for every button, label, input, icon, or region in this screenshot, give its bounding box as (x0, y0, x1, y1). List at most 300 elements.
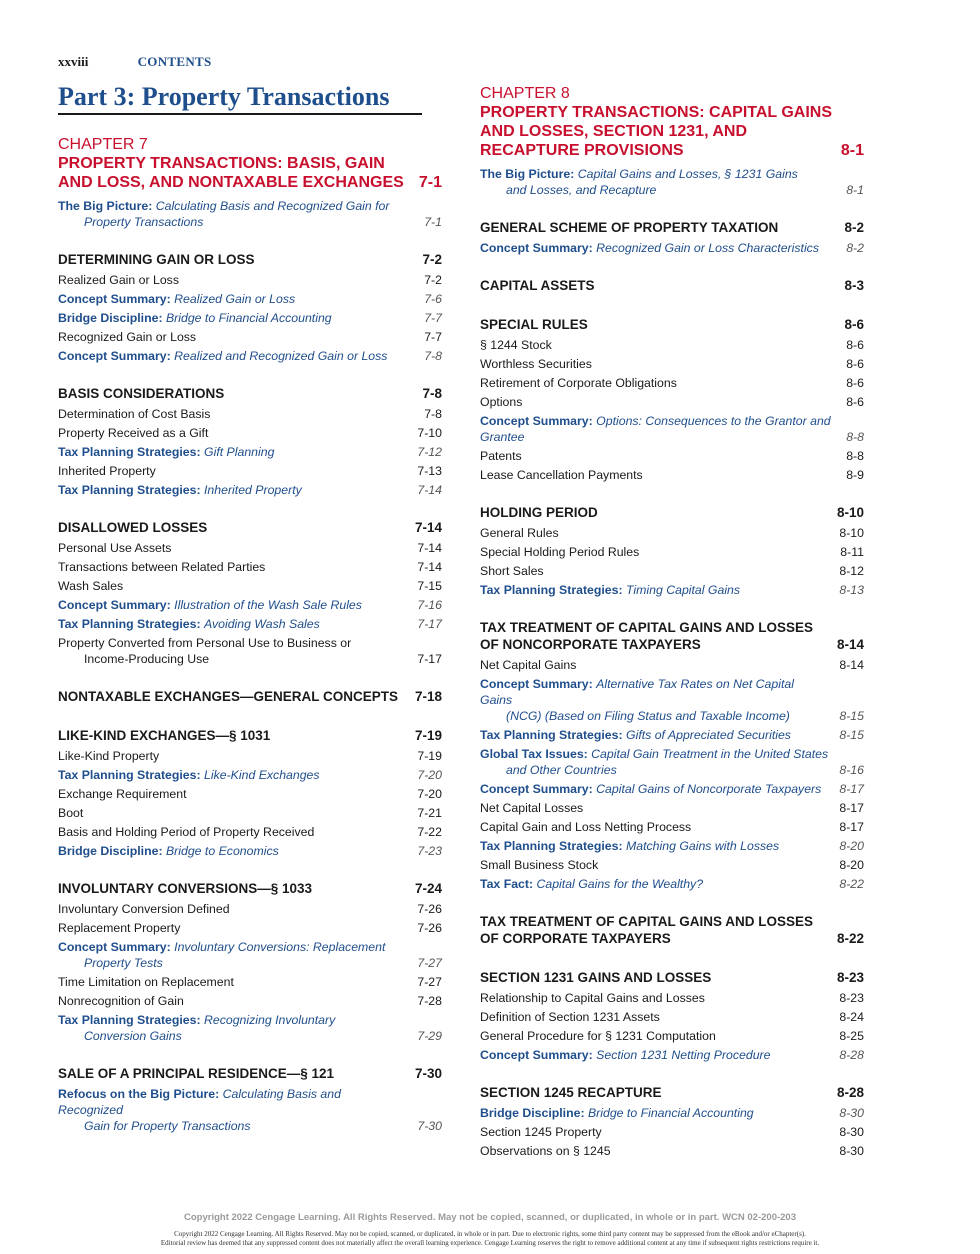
toc-entry (58, 308, 442, 327)
copyright-line: Copyright 2022 Cengage Learning. All Rights Reserved. May not be copied, scanned, or duplicated, in whole or in part. Due to electronic rights, some third party content may be suppressed from the eBook and/or eChapter(s). (174, 1230, 806, 1238)
entry-page: 7-10 (417, 425, 442, 440)
entry-title: Lease Cancellation Payments (480, 467, 643, 482)
section-heading (58, 880, 442, 899)
entry-lead: Tax Planning Strategies: (480, 727, 623, 742)
entry-title: General Rules (480, 525, 559, 540)
entry-text (480, 1009, 829, 1025)
entry-page: 7-23 (417, 843, 442, 858)
toc-entry (58, 614, 442, 633)
entry-page: 8-14 (839, 657, 864, 672)
entry-title: Boot (58, 805, 84, 820)
entry-page: 8-6 (846, 356, 864, 371)
entry-text (58, 540, 407, 556)
entry-lead: The Big Picture: (58, 198, 153, 213)
entry-page: 8-20 (839, 838, 864, 853)
entry-title: Patents (480, 448, 522, 463)
toc-entry (480, 411, 864, 446)
toc-entry (58, 461, 442, 480)
entry-title: Net Capital Losses (480, 800, 584, 815)
toc-entry (58, 784, 442, 803)
entry-title: Illustration of the Wash Sale Rules (174, 597, 362, 612)
entry-page: 8-11 (840, 544, 864, 559)
toc-entry (480, 655, 864, 674)
toc-entry (480, 446, 864, 465)
toc-entry (480, 836, 864, 855)
toc-entry (480, 1141, 864, 1160)
entry-lead: Tax Planning Strategies: (58, 482, 201, 497)
chapter-title: PROPERTY TRANSACTIONS: BASIS, GAIN AND LOSS, AND NONTAXABLE EXCHANGES (58, 155, 404, 191)
chapter-7-column (58, 136, 442, 1135)
toc-entry (58, 423, 442, 442)
entry-page: 7-27 (417, 974, 442, 989)
entry-page: 8-30 (839, 1124, 864, 1139)
entry-title: Like-Kind Exchanges (204, 767, 320, 782)
entry-text (58, 767, 407, 783)
entry-title: Property Converted from Personal Use to Business or (58, 635, 352, 650)
entry-title: Short Sales (480, 563, 544, 578)
toc-entry (58, 196, 442, 231)
entry-title: Section 1231 Netting Procedure (596, 1047, 771, 1062)
entry-page: 7-7 (424, 329, 442, 344)
entry-lead: Concept Summary: (58, 939, 171, 954)
section-page: 7-30 (414, 1066, 442, 1081)
entry-text (58, 406, 414, 422)
entry-text (58, 974, 407, 990)
toc-entry (58, 327, 442, 346)
section-page: 8-6 (844, 317, 864, 332)
toc-entry (480, 1122, 864, 1141)
entry-text (58, 482, 407, 498)
toc-entry (480, 164, 864, 199)
entry-text (480, 375, 836, 391)
entry-lead: Bridge Discipline: (480, 1105, 585, 1120)
entry-continuation: Property Tests (84, 955, 163, 970)
entry-title: Capital Gains and Losses, § 1231 Gains (577, 166, 798, 181)
entry-lead: Tax Planning Strategies: (58, 767, 201, 782)
entry-text (58, 291, 414, 307)
toc-section (480, 316, 864, 484)
section-title: GENERAL SCHEME OF PROPERTY TAXATION (480, 220, 779, 235)
page-number: xxviii (58, 54, 89, 69)
entry-page: 7-21 (417, 805, 442, 820)
toc-entry (58, 972, 442, 991)
entry-continuation: Income-Producing Use (84, 651, 210, 666)
section-heading (58, 519, 442, 538)
entry-page: 8-17 (839, 800, 864, 815)
section-title: SPECIAL RULES (480, 317, 588, 332)
entry-text (58, 559, 407, 575)
entry-page: 8-17 (839, 781, 864, 796)
entry-lead: Tax Planning Strategies: (58, 444, 201, 459)
chapter-8-column (480, 85, 864, 1160)
entry-text (58, 616, 407, 632)
section-page: 8-23 (836, 970, 864, 985)
entry-title: Net Capital Gains (480, 657, 577, 672)
section-page: 8-2 (844, 220, 864, 235)
entry-title: Calculating Basis and Recognized Gain for (155, 198, 390, 213)
section-heading (480, 504, 864, 523)
entry-text (58, 1012, 407, 1044)
toc-entry (480, 779, 864, 798)
entry-title: Options: Consequences to the Grantor and Grantee (480, 413, 831, 444)
entry-page: 8-28 (839, 1047, 864, 1062)
entry-page: 7-27 (417, 955, 442, 970)
entry-text (58, 1086, 407, 1134)
entry-lead: Concept Summary: (480, 1047, 593, 1062)
entry-page: 7-20 (417, 786, 442, 801)
entry-page: 7-14 (417, 540, 442, 555)
entry-page: 8-6 (846, 375, 864, 390)
section-title: SECTION 1231 GAINS AND LOSSES (480, 970, 712, 985)
section-page: 7-24 (414, 881, 442, 896)
toc-entry (58, 480, 442, 499)
section-heading (58, 385, 442, 404)
entry-continuation: and Other Countries (506, 762, 617, 777)
entry-page: 7-14 (417, 559, 442, 574)
section-title: CAPITAL ASSETS (480, 278, 595, 293)
section-title: NONTAXABLE EXCHANGES—GENERAL CONCEPTS (58, 689, 399, 704)
toc-entry (480, 392, 864, 411)
section-title: SECTION 1245 RECAPTURE (480, 1085, 662, 1100)
entry-text (58, 939, 407, 971)
section-title: BASIS CONSIDERATIONS (58, 386, 225, 401)
entry-title: Gift Planning (204, 444, 275, 459)
entry-page: 7-19 (417, 748, 442, 763)
toc-section (480, 277, 864, 296)
toc-entry (58, 822, 442, 841)
toc-entry (58, 270, 442, 289)
entry-page: 7-13 (417, 463, 442, 478)
toc-entry (58, 746, 442, 765)
entry-title: Recognized Gain or Loss Characteristics (596, 240, 819, 255)
toc-entry (480, 561, 864, 580)
toc-entry (58, 538, 442, 557)
section-title: DETERMINING GAIN OR LOSS (58, 252, 255, 267)
entry-lead: Tax Planning Strategies: (58, 616, 201, 631)
toc-entry (58, 899, 442, 918)
entry-page: 8-15 (839, 708, 864, 723)
entry-title: Realized Gain or Loss (58, 272, 179, 287)
entry-title: Bridge to Financial Accounting (587, 1105, 754, 1120)
entry-title: Bridge to Economics (165, 843, 279, 858)
toc-entry (480, 988, 864, 1007)
toc-section (58, 727, 442, 860)
toc-entry (480, 465, 864, 484)
entry-lead: Concept Summary: (480, 413, 593, 428)
entry-page: 7-17 (417, 616, 442, 631)
entry-page: 7-7 (424, 310, 442, 325)
entry-lead: Concept Summary: (58, 597, 171, 612)
entry-page: 7-22 (417, 824, 442, 839)
section-title: SALE OF A PRINCIPAL RESIDENCE—§ 121 (58, 1066, 335, 1081)
entry-page: 8-30 (839, 1143, 864, 1158)
entry-page: 8-25 (839, 1028, 864, 1043)
section-page: 7-8 (422, 386, 442, 401)
entry-text (58, 444, 407, 460)
section-heading (480, 277, 864, 296)
entry-lead: Bridge Discipline: (58, 310, 163, 325)
entry-title: Capital Gains of Noncorporate Taxpayers (596, 781, 822, 796)
entry-title: Alternative Tax Rates on Net Capital Gains (480, 676, 794, 707)
entry-text (58, 786, 407, 802)
entry-continuation: Gain for Property Transactions (84, 1118, 251, 1133)
section-page: 8-10 (836, 505, 864, 520)
toc-section (58, 385, 442, 499)
entry-text (58, 198, 414, 230)
toc-section (58, 519, 442, 668)
toc-section (480, 619, 864, 893)
entry-title: Section 1245 Property (480, 1124, 602, 1139)
entry-title: Determination of Cost Basis (58, 406, 211, 421)
entry-page: 7-2 (424, 272, 442, 287)
entry-page: 8-10 (839, 525, 864, 540)
toc-entry (480, 1007, 864, 1026)
toc-entry (480, 335, 864, 354)
toc-entry (480, 674, 864, 725)
entry-page: 8-6 (846, 337, 864, 352)
entry-title: Basis and Holding Period of Property Received (58, 824, 315, 839)
toc-section (58, 688, 442, 707)
toc-entry (480, 1026, 864, 1045)
entry-lead: Concept Summary: (480, 781, 593, 796)
entry-page: 7-26 (417, 901, 442, 916)
section-page: 7-18 (414, 689, 442, 704)
toc-section (480, 969, 864, 1064)
entry-continuation: Conversion Gains (84, 1028, 182, 1043)
entry-text (58, 635, 407, 667)
entry-continuation: Property Transactions (84, 214, 204, 229)
entry-title: Capital Gains for the Wealthy? (536, 876, 704, 891)
chapter-page: 7-1 (418, 174, 442, 191)
entry-text (480, 1105, 829, 1121)
section-page: 7-2 (422, 252, 442, 267)
entry-title: Worthless Securities (480, 356, 592, 371)
entry-title: Transactions between Related Parties (58, 559, 266, 574)
entry-text (480, 676, 829, 724)
entry-title: Inherited Property (204, 482, 302, 497)
toc-section (480, 504, 864, 599)
entry-title: Capital Gain Treatment in the United States (591, 746, 829, 761)
entry-page: 8-30 (839, 1105, 864, 1120)
section-title: HOLDING PERIOD (480, 505, 598, 520)
entry-title: Retirement of Corporate Obligations (480, 375, 677, 390)
entry-text (480, 413, 836, 445)
toc-entry (58, 991, 442, 1010)
entry-text (480, 337, 836, 353)
entry-title: Capital Gain and Loss Netting Process (480, 819, 692, 834)
entry-page: 8-23 (839, 990, 864, 1005)
entry-continuation: and Losses, and Recapture (506, 182, 657, 197)
entry-title: Property Received as a Gift (58, 425, 209, 440)
section-heading (58, 1065, 442, 1084)
entry-title: Recognizing Involuntary (204, 1012, 336, 1027)
section-title: LIKE-KIND EXCHANGES—§ 1031 (58, 728, 271, 743)
section-title: TAX TREATMENT OF CAPITAL GAINS AND LOSSES OF CORPORATE TAXPAYERS (480, 914, 814, 946)
entry-text (480, 166, 836, 198)
section-heading (480, 969, 864, 988)
copyright-notice (0, 1230, 980, 1248)
section-title: DISALLOWED LOSSES (58, 520, 208, 535)
entry-continuation: (NCG) (Based on Filing Status and Taxable Income) (506, 708, 790, 723)
entry-lead: Concept Summary: (480, 676, 593, 691)
entry-title: Involuntary Conversions: Replacement (174, 939, 386, 954)
entry-text (58, 993, 407, 1009)
chapter-title-row (480, 103, 864, 160)
entry-title: Avoiding Wash Sales (204, 616, 320, 631)
toc-entry (480, 238, 864, 257)
toc-section (480, 219, 864, 257)
toc-entry (58, 937, 442, 972)
entry-text (480, 1143, 829, 1159)
entry-text (480, 727, 829, 743)
toc-entry (480, 744, 864, 779)
toc-entry (480, 523, 864, 542)
chapter-label: CHAPTER 8 (480, 85, 570, 102)
entry-title: Replacement Property (58, 920, 181, 935)
chapter-title: PROPERTY TRANSACTIONS: CAPITAL GAINS AND LOSSES, SECTION 1231, AND RECAPTURE PROVISIONS (480, 104, 833, 159)
entry-title: Realized and Recognized Gain or Loss (174, 348, 388, 363)
entry-title: Time Limitation on Replacement (58, 974, 234, 989)
entry-text (480, 657, 829, 673)
entry-page: 7-30 (417, 1118, 442, 1133)
entry-lead: Concept Summary: (58, 348, 171, 363)
entry-title: Wash Sales (58, 578, 124, 593)
section-heading (58, 251, 442, 270)
entry-title: Inherited Property (58, 463, 156, 478)
entry-text (58, 843, 407, 859)
section-page: 8-22 (836, 931, 864, 946)
section-heading (480, 619, 864, 655)
part-title: Part 3: Property Transactions (58, 82, 422, 115)
entry-title: Relationship to Capital Gains and Losses (480, 990, 705, 1005)
toc-entry (58, 442, 442, 461)
entry-text (480, 1047, 829, 1063)
section-page: 8-28 (836, 1085, 864, 1100)
entry-page: 7-17 (417, 651, 442, 666)
section-heading (480, 316, 864, 335)
entry-page: 7-1 (424, 214, 442, 229)
entry-text (58, 578, 407, 594)
entry-title: Gifts of Appreciated Securities (626, 727, 791, 742)
entry-text (480, 876, 829, 892)
entry-text (58, 329, 414, 345)
running-head (58, 54, 212, 70)
entry-text (58, 463, 407, 479)
entry-text (58, 805, 407, 821)
entry-lead: Tax Planning Strategies: (480, 838, 623, 853)
entry-page: 7-20 (417, 767, 442, 782)
entry-text (480, 990, 829, 1006)
entry-text (480, 525, 829, 541)
entry-text (58, 901, 407, 917)
entry-page: 8-9 (846, 467, 864, 482)
entry-text (58, 348, 414, 364)
entry-page: 8-8 (846, 429, 864, 444)
entry-text (480, 582, 829, 598)
section-heading (58, 688, 442, 707)
chapter-intro (480, 164, 864, 199)
toc-entry (58, 595, 442, 614)
toc-section (58, 880, 442, 1045)
section-page: 7-19 (414, 728, 442, 743)
entry-lead: The Big Picture: (480, 166, 575, 181)
entry-lead: Concept Summary: (58, 291, 171, 306)
entry-text (480, 781, 829, 797)
toc-entry (58, 404, 442, 423)
copyright-watermark: Copyright 2022 Cengage Learning. All Rights Reserved. May not be copied, scanned, or duplicated, in whole or in part. WCN 02-200-203 (184, 1212, 796, 1223)
entry-title: Calculating Basis and Recognized (58, 1086, 341, 1117)
entry-text (480, 838, 829, 854)
entry-text (480, 746, 829, 778)
entry-title: Matching Gains with Losses (626, 838, 780, 853)
entry-title: Options (480, 394, 523, 409)
entry-title: Special Holding Period Rules (480, 544, 640, 559)
entry-title: Definition of Section 1231 Assets (480, 1009, 660, 1024)
entry-text (480, 544, 830, 560)
toc-entry (480, 580, 864, 599)
entry-title: Recognized Gain or Loss (58, 329, 197, 344)
entry-page: 7-14 (417, 482, 442, 497)
entry-page: 8-6 (846, 394, 864, 409)
entry-text (480, 448, 836, 464)
toc-entry (480, 354, 864, 373)
entry-text (58, 425, 407, 441)
toc-section (480, 1084, 864, 1160)
toc-entry (58, 918, 442, 937)
section-page: 7-14 (414, 520, 442, 535)
entry-text (480, 1028, 829, 1044)
entry-page: 8-22 (839, 876, 864, 891)
entry-title: § 1244 Stock (480, 337, 552, 352)
entry-text (480, 563, 829, 579)
toc-entry (480, 725, 864, 744)
toc-entry (58, 803, 442, 822)
entry-page: 8-12 (839, 563, 864, 578)
entry-page: 7-28 (417, 993, 442, 1008)
entry-lead: Concept Summary: (480, 240, 593, 255)
entry-text (480, 819, 829, 835)
entry-page: 7-16 (417, 597, 442, 612)
entry-text (58, 310, 414, 326)
entry-text (480, 857, 829, 873)
toc-entry (480, 798, 864, 817)
entry-title: Nonrecognition of Gain (58, 993, 184, 1008)
toc-entry (58, 633, 442, 668)
toc-section (58, 1065, 442, 1135)
entry-title: Like-Kind Property (58, 748, 160, 763)
toc-entry (58, 1010, 442, 1045)
entry-lead: Tax Planning Strategies: (480, 582, 623, 597)
chapter-label: CHAPTER 7 (58, 136, 148, 153)
entry-page: 7-26 (417, 920, 442, 935)
entry-page: 8-16 (839, 762, 864, 777)
entry-text (58, 920, 407, 936)
chapter-intro (58, 196, 442, 231)
entry-page: 8-2 (846, 240, 864, 255)
entry-page: 7-29 (417, 1028, 442, 1043)
toc-entry (58, 841, 442, 860)
entry-page: 7-12 (417, 444, 442, 459)
entry-text (480, 356, 836, 372)
entry-text (58, 824, 407, 840)
toc-entry (480, 874, 864, 893)
entry-title: Personal Use Assets (58, 540, 172, 555)
entry-lead: Global Tax Issues: (480, 746, 588, 761)
section-label: CONTENTS (137, 54, 212, 69)
entry-text (58, 272, 414, 288)
toc-section (58, 251, 442, 365)
toc-entry (480, 373, 864, 392)
